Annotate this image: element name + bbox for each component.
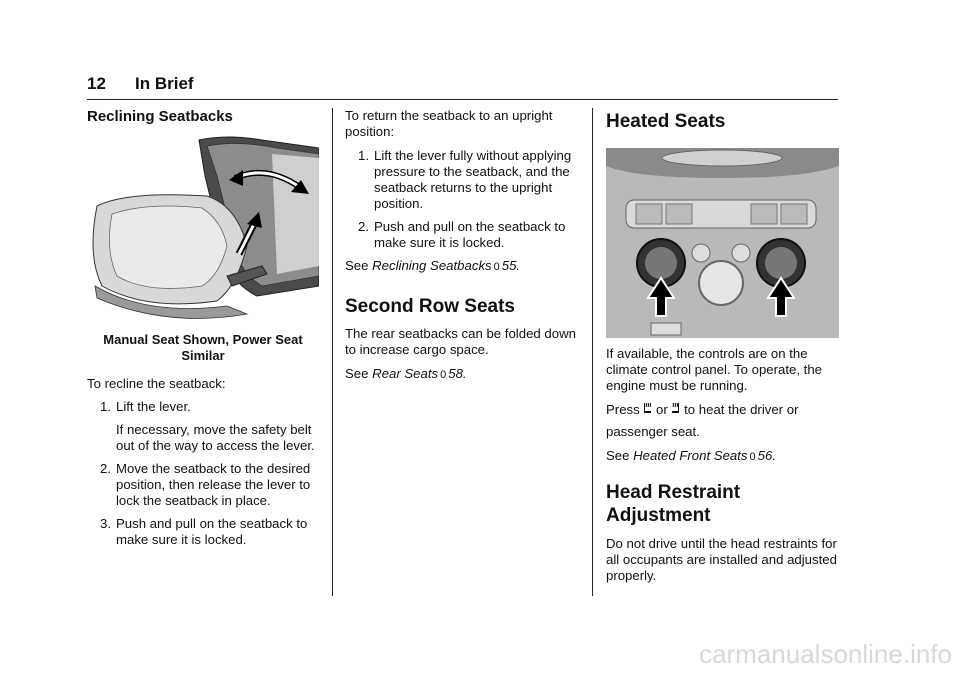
column-1 bbox=[87, 108, 319, 555]
climate-control-illustration bbox=[606, 148, 839, 338]
seat-illustration bbox=[87, 136, 319, 324]
second-row-text: The rear seatbacks can be folded down to increase cargo space. bbox=[345, 326, 576, 357]
press-instruction: Press or to heat the driver or bbox=[606, 402, 799, 417]
page-number: 12 bbox=[87, 74, 106, 93]
passenger-heated-seat-icon bbox=[671, 402, 684, 417]
list-item: 1. Lift the lever fully without applying pressure to the seatback, and the seatback returns to the upright position. bbox=[358, 148, 572, 211]
reference-link[interactable]: Reclining Seatbacks bbox=[372, 258, 492, 273]
heated-seats-text: If available, the controls are on the climate control panel. To operate, the engine must be running. bbox=[606, 346, 823, 393]
watermark: carmanualsonline.info bbox=[699, 639, 952, 669]
page-header bbox=[87, 72, 838, 100]
page-arrow-icon: 0 bbox=[493, 261, 500, 273]
column-3 bbox=[606, 108, 840, 591]
heading-heated-seats: Heated Seats bbox=[606, 111, 726, 132]
reference-link[interactable]: Rear Seats bbox=[372, 366, 439, 381]
head-restraint-text: Do not drive until the head restraints for all occupants are installed and adjusted properly. bbox=[606, 536, 837, 583]
section-title: In Brief bbox=[135, 74, 194, 93]
recline-steps bbox=[87, 399, 319, 548]
upright-steps bbox=[345, 148, 577, 251]
reference-link[interactable]: Heated Front Seats bbox=[633, 448, 748, 463]
page-arrow-icon: 0 bbox=[749, 451, 756, 463]
column-divider-2 bbox=[592, 108, 593, 596]
list-item: 2. Move the seatback to the desired position, then release the lever to lock the seatback in place. bbox=[100, 461, 311, 508]
press-instruction-cont: passenger seat. bbox=[606, 424, 700, 439]
heading-head-restraint: Head Restraint Adjustment bbox=[606, 482, 741, 526]
list-item: 1. Lift the lever. bbox=[100, 399, 191, 414]
page-arrow-icon: 0 bbox=[440, 369, 447, 381]
figure-caption: Manual Seat Shown, Power Seat Similar bbox=[103, 332, 303, 363]
see-reference-heated: See Heated Front Seats 0 56. bbox=[606, 448, 776, 463]
see-reference-reclining: See Reclining Seatbacks 0 55. bbox=[345, 258, 521, 273]
heading-second-row-seats: Second Row Seats bbox=[345, 296, 515, 317]
heading-reclining-seatbacks: Reclining Seatbacks bbox=[87, 108, 233, 125]
list-item: 2. Push and pull on the seatback to make sure it is locked. bbox=[358, 219, 566, 250]
list-item: 3. Push and pull on the seatback to make sure it is locked. bbox=[100, 516, 308, 547]
column-2 bbox=[345, 108, 577, 390]
upright-intro: To return the seatback to an upright position: bbox=[345, 108, 553, 139]
recline-intro: To recline the seatback: bbox=[87, 376, 226, 391]
driver-heated-seat-icon bbox=[643, 402, 656, 417]
see-reference-rear-seats: See Rear Seats 0 58. bbox=[345, 366, 467, 381]
column-divider-1 bbox=[332, 108, 333, 596]
step1-note: If necessary, move the safety belt out of the way to access the lever. bbox=[116, 422, 315, 453]
